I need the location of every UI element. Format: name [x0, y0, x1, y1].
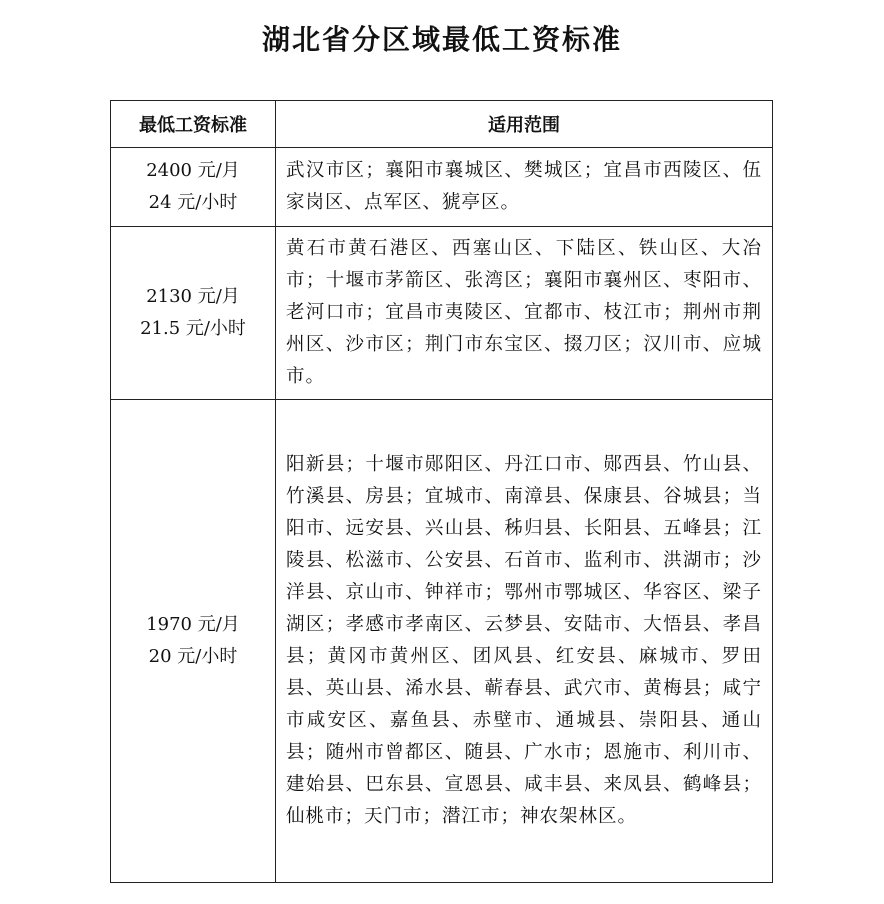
header-scope: 适用范围 — [276, 101, 773, 148]
wage-standard-cell — [111, 227, 276, 400]
table-row — [111, 227, 773, 400]
monthly-wage: 2400 元/月 — [146, 160, 240, 181]
scope-cell: 阳新县；十堰市郧阳区、丹江口市、郧西县、竹山县、竹溪县、房县；宜城市、南漳县、保康县、谷城县；当阳市、远安县、兴山县、秭归县、长阳县、五峰县；江陵县、松滋市、公安县、石首市、监利市、洪湖市；沙洋县、京山市、钟祥市；鄂州市鄂城区、华容区、梁子湖区；孝感市孝南区、云梦县、安陆市、大悟县、孝昌县；黄冈市黄州区、团风县、红安县、麻城市、罗田县、英山县、浠水县、蕲春县、武穴市、黄梅县；咸宁市咸安区、嘉鱼县、赤壁市、通城县、崇阳县、通山县；随州市曾都区、随县、广水市；恩施市、利川市、建始县、巴东县、宣恩县、咸丰县、来凤县、鹤峰县；仙桃市；天门市；潜江市；神农架林区。 — [276, 400, 773, 883]
minimum-wage-table — [110, 100, 773, 883]
hourly-wage: 24 元/小时 — [148, 192, 238, 213]
hourly-wage: 21.5 元/小时 — [140, 318, 246, 339]
table-row — [111, 400, 773, 883]
monthly-wage: 2130 元/月 — [146, 286, 240, 307]
header-standard: 最低工资标准 — [111, 101, 276, 148]
scope-cell: 黄石市黄石港区、西塞山区、下陆区、铁山区、大冶市；十堰市茅箭区、张湾区；襄阳市襄州区、枣阳市、老河口市；宜昌市夷陵区、宜都市、枝江市；荆州市荆州区、沙市区；荆门市东宝区、掇刀区；汉川市、应城市。 — [276, 227, 773, 400]
wage-standard-cell — [111, 400, 276, 883]
document-title: 湖北省分区域最低工资标准 — [261, 23, 622, 56]
wage-standard-cell — [111, 148, 276, 227]
scope-cell: 武汉市区；襄阳市襄城区、樊城区；宜昌市西陵区、伍家岗区、点军区、猇亭区。 — [276, 148, 773, 227]
table-header-row — [111, 101, 773, 148]
monthly-wage: 1970 元/月 — [146, 614, 240, 635]
hourly-wage: 20 元/小时 — [148, 646, 238, 667]
table-row — [111, 148, 773, 227]
